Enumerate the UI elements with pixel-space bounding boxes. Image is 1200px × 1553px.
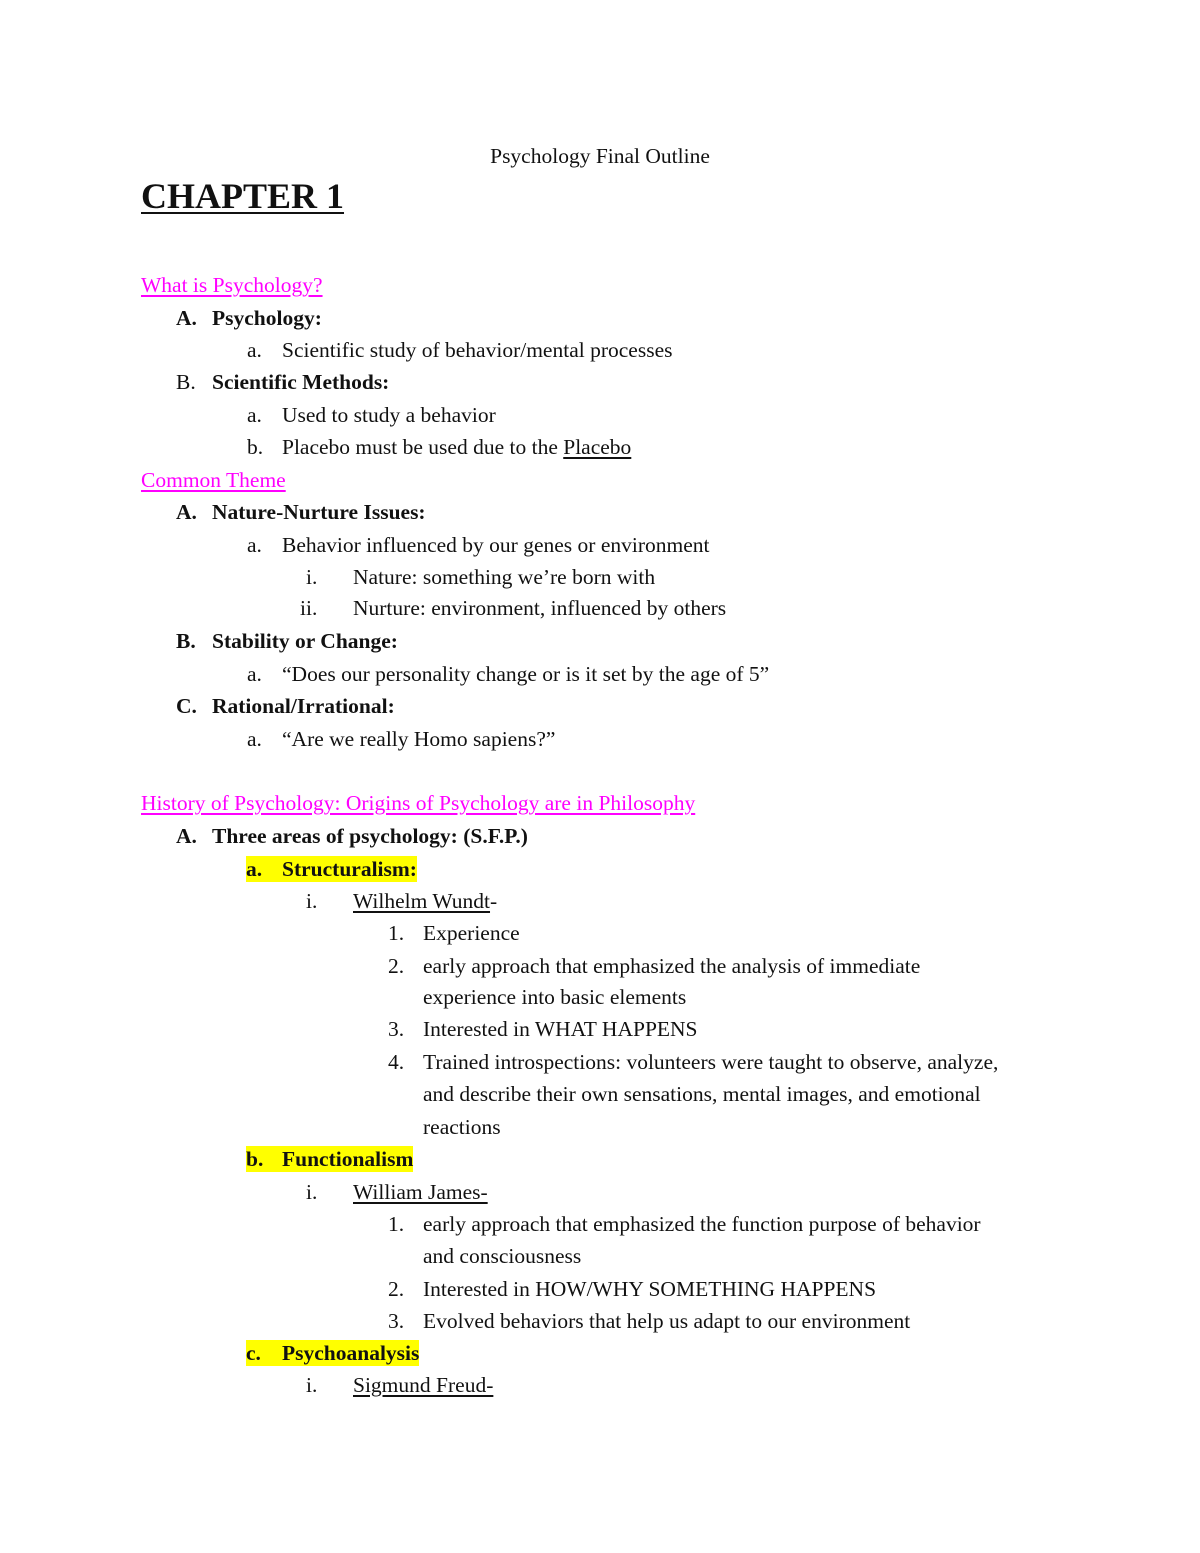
outline-item-text: Placebo must be used due to the [282,435,564,459]
outline-item-continuation: reactions [423,1115,501,1139]
list-marker: a. [247,533,262,557]
outline-item: Nurture: environment, influenced by others [353,596,727,620]
outline-item: Interested in WHAT HAPPENS [423,1017,698,1041]
placebo-underlined-term: Placebo [563,435,632,459]
outline-item: Experience [423,921,520,945]
list-marker: 1. [388,1212,405,1236]
name-suffix: - [490,889,498,913]
document-title: Psychology Final Outline [490,144,710,168]
outline-item: Scientific Methods: [212,370,390,394]
outline-item: early approach that emphasized the analysis of immediate [423,954,921,978]
outline-item: “Does our personality change or is it set by the age of 5” [282,662,770,686]
list-marker: 1. [388,921,405,945]
outline-item: Behavior influenced by our genes or environment [282,533,710,557]
outline-item: “Are we really Homo sapiens?” [282,727,556,751]
list-marker: B. [176,629,196,653]
outline-item: Evolved behaviors that help us adapt to our environment [423,1309,911,1333]
list-marker: i. [306,889,318,913]
outline-item-continuation: experience into basic elements [423,985,687,1009]
outline-item-continuation: and consciousness [423,1244,582,1268]
outline-item: Three areas of psychology: (S.F.P.) [212,824,528,848]
list-marker: a. [247,662,262,686]
list-marker: a. [247,727,262,751]
list-marker: 3. [388,1017,405,1041]
outline-item-continuation: and describe their own sensations, mental images, and emotional [423,1082,981,1106]
person-name: William James- [353,1180,488,1204]
outline-item: Psychology: [212,306,322,330]
list-marker: a. [247,338,262,362]
outline-item: Nature: something we’re born with [353,565,656,589]
list-marker: A. [176,306,197,330]
section-heading-common-theme: Common Theme [141,468,286,492]
person-name: Wilhelm Wundt [353,889,491,913]
list-marker: a. [246,856,282,882]
outline-item: Stability or Change: [212,629,398,653]
outline-item: Scientific study of behavior/mental processes [282,338,673,362]
list-marker: c. [246,1340,282,1366]
list-marker: 2. [388,954,405,978]
list-marker: i. [306,1180,318,1204]
outline-item: Interested in HOW/WHY SOMETHING HAPPENS [423,1277,877,1301]
outline-item-highlighted: Functionalism [282,1147,414,1171]
outline-item [353,888,497,914]
outline-item: Trained introspections: volunteers were taught to observe, analyze, [423,1050,999,1074]
list-marker: B. [176,370,196,394]
list-marker: b. [247,435,264,459]
section-heading-what-is-psychology: What is Psychology? [141,273,323,297]
list-marker: ii. [300,596,318,620]
list-marker: 3. [388,1309,405,1333]
list-marker: 4. [388,1050,405,1074]
list-marker: A. [176,824,197,848]
list-marker: a. [247,403,262,427]
list-marker: 2. [388,1277,405,1301]
person-name: Sigmund Freud- [353,1373,494,1397]
outline-item: Used to study a behavior [282,403,496,427]
outline-item: Nature-Nurture Issues: [212,500,426,524]
outline-item: Rational/Irrational: [212,694,395,718]
section-heading-history-of-psychology: History of Psychology: Origins of Psychology are in Philosophy [141,791,696,815]
outline-item-highlighted: Structuralism: [282,857,417,881]
list-marker: b. [246,1146,282,1172]
outline-item [282,434,631,460]
outline-item: early approach that emphasized the function purpose of behavior [423,1212,981,1236]
list-marker: i. [306,1373,318,1397]
list-marker: C. [176,694,197,718]
list-marker: i. [306,565,318,589]
outline-item-highlighted: Psychoanalysis [282,1341,420,1365]
chapter-heading: CHAPTER 1 [141,176,345,216]
list-marker: A. [176,500,197,524]
